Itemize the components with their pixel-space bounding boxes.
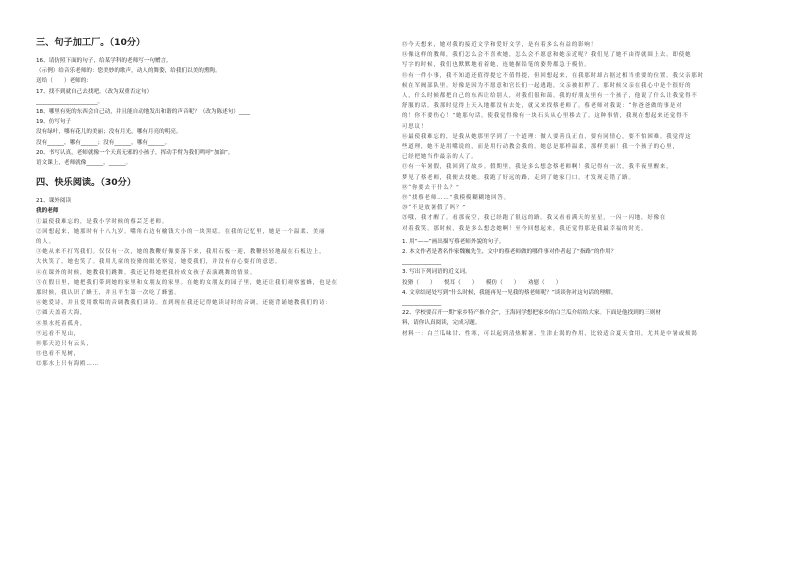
passage-line: ④在课外的时候，她教我们跳舞，我还记得她把我扮成女孩子表演跳舞的情景。	[36, 269, 257, 276]
right-column	[402, 40, 742, 339]
passage-line: ⑳“不是放暑假了吗？”	[402, 205, 466, 212]
passage-line: 舒服的话。我那时觉得上天入地都没有去处，就又来找蔡老师了。蔡老师对我说：“你爸爸做的事是对	[402, 103, 683, 110]
section-three-heading: 三、句子加工厂。（10分）	[36, 37, 146, 48]
passage-line: 已经把她当作最亲的人了。	[402, 154, 478, 161]
question-line: 18、哪里有死的东西会自己动，并且能自动地发出和谐的声音呢？（改为陈述句）____	[36, 109, 251, 116]
poem-line: ⑫那水上只有海鸥……	[36, 361, 99, 368]
passage-line: ⑰有一年暑假，我回到了故乡。假期里，我是多么想念蔡老师啊！我记得有一次，我半夜里醒来，	[402, 164, 673, 171]
passage-line: ㉑哦，我才醒了。看那夜空，我已经跑了很远的路。我又看看满天的星星，一闪一闪地，好像在	[402, 215, 667, 222]
sentence-questions	[36, 56, 376, 168]
answer-blank: ______________	[402, 259, 442, 266]
reading-title: 我的老师	[36, 208, 59, 215]
passage-line: ⑲“找蔡老师……”我模模糊糊地回答。	[402, 195, 510, 202]
passage-line: 候在军阀部队里。好像是因为不愿意和官长们一起逃跑，父亲被扣押了。那时候父亲在我心中是个很好的	[402, 82, 692, 89]
question-line: 没有______，哪有______；没有______，哪有______。	[36, 139, 171, 146]
question-line: 狡猾（ ） 悦耳（ ） 模仿（ ） 劝慰（ ）	[402, 279, 562, 286]
passage-line: 人，什么时候都把自己的东西让给别人，对我们很和蔼。我的好朋友里有一个孩子，他说了什么让我觉得不	[402, 93, 698, 100]
question-line: 2. 本文作者是著名作家魏巍先生，文中的蔡老师做的哪件事对作者起了“指路”的作用？	[402, 249, 617, 256]
poem-line: ⑪也看不见树，	[36, 351, 81, 358]
passage-line: 对着我笑。那时候，我是多么想念她啊！至今回想起来，我还觉得那是我最幸福的时光。	[402, 225, 648, 232]
passage-line: ⑭像这样的教师，我们怎么会不喜欢她，怎么会不愿意和她亲近呢？我们见了她不由得就围上去。即使她	[402, 52, 692, 59]
passage-line: ⑥她爱诗，并且爱用歌唱的音调教我们读诗。直到现在我还记得她读诗时的音调，还能背诵她教我们的诗：	[36, 300, 332, 307]
passage-line: 那时候，我认识了蜂王，并且平生第一次吃了蜂蜜。	[36, 290, 181, 297]
passage-line: ⑮有一件小事，我不知道还值得提它不值得提，但回想起来，在我那时却占据过相当重要的位置。我父亲那时	[402, 72, 704, 79]
question-line: 19、仿写句子	[36, 119, 72, 126]
passage-line: 的人。	[36, 239, 55, 246]
poem-line: ⑦圆天盖着大海，	[36, 310, 87, 317]
poem-line: ⑧黑水托着孤舟，	[36, 320, 87, 327]
reading-passage-left	[36, 217, 376, 370]
question-line: （示例）给音乐老师的：您美妙的歌声，动人的舞姿，给我们以美的熏陶。	[36, 68, 221, 75]
answer-blank: ______________	[402, 300, 442, 307]
question-line: 语文课上，老师就像______，______。	[36, 160, 132, 167]
passage-line: ⑬今天想来，她对我的接近文学和爱好文学，是有着多么有益的影响！	[402, 42, 598, 48]
question-line: 22、学校要召开一期“家乡特产推介会”，王海同学想把家乡的白兰瓜介绍给大家。下面是他找到的三则材	[402, 310, 662, 317]
passage-line: 可思议！	[402, 123, 428, 130]
passage-line: 梦见了蔡老师，我便去找她。我跑了好远的路，走到了她家门口，才发现走错了路。	[402, 174, 635, 181]
question-line: 20、书写认真，老师就像一个天真无邪的小孩子，挥动手臂为我们鸣呼“加油”。	[36, 149, 234, 156]
reading-questions	[402, 237, 742, 339]
reading-passage-right	[402, 40, 742, 234]
passage-line: 大伙笑了，她也笑了。我用儿童的狡猾的眼光察觉，她爱我们，并没有存心要打的意思。	[36, 259, 282, 266]
question-line: 送给（ ）老师的：	[36, 78, 92, 85]
question-21: 21、课外阅读	[36, 198, 72, 205]
poem-line: ⑩那天边只有云头，	[36, 341, 93, 348]
passage-line: 些道理，她不是用嘴说的，而是用行动教会我的。她总是那样温柔，那样美丽！我一个孩子的心里，	[402, 144, 679, 151]
question-line: 没有绿叶，哪有花儿的美丽；没有月光，哪有月亮的明亮。	[36, 129, 182, 136]
question-line: 4. 文章结尾处写到“什么时候，我能再见一见我的蔡老师呢？”谈谈你对这句话的理解。	[402, 289, 617, 296]
question-line: 1. 用“——”画出描写蔡老师外貌的句子。	[402, 238, 505, 245]
passage-line: ③她从来不打骂我们。仅仅有一次，她的教鞭好像要落下来，我用石板一迎，教鞭轻轻地敲在石板边上，	[36, 249, 326, 256]
question-line: 3. 写出下列词语的近义词。	[402, 269, 471, 276]
left-column	[36, 28, 376, 370]
question-line: 料，请你认真阅读，完成习题。	[402, 320, 481, 327]
passage-line: 的！你不要伤心！”她那句话，使我觉得像有一块石头从心里移去了。这种事情，我现在想起来还觉得不	[402, 113, 689, 120]
passage-line: ⑯最使我难忘的，是我从她那里学到了一个道理：做人要善良正直，要有同情心，要不怕困难。我觉得这	[402, 133, 692, 140]
passage-line: ⑱“你要去干什么？”	[402, 184, 460, 191]
section-four-heading: 四、快乐阅读。（30分）	[36, 177, 137, 189]
passage-line: 写字的时候，我们也默默地看着她，连她握铅笔的姿势都急于模仿。	[402, 62, 591, 69]
passage-line: ①最使我难忘的，是我小学时候的蔡芸芝老师。	[36, 218, 169, 225]
passage-line: ⑤在假日里，她把我们带到她的家里和女朋友的家里。在她的女朋友的园子里，她还让我们观察蜜蜂，也是在	[36, 279, 338, 286]
question-line: 17、找不到就自己去找吧。（改为双重否定句）	[36, 88, 153, 95]
poem-line: ⑨远看不见山，	[36, 330, 81, 337]
answer-blank: ______________________。	[36, 98, 104, 105]
material-line: 材料一：白兰瓜味甘、性寒，可以起到清热解暑、生津止渴的作用，比较适合夏天食用，尤其是中暑或烦渴	[402, 330, 698, 337]
question-line: 16、请仿照下面的句子，给某学科的老师写一句赠言。	[36, 58, 172, 64]
passage-line: ②回想起来，她那时有十八九岁。嘴角右边有榆钱大小的一块黑痣。在我的记忆里，她是一个温柔、美丽	[36, 228, 326, 235]
